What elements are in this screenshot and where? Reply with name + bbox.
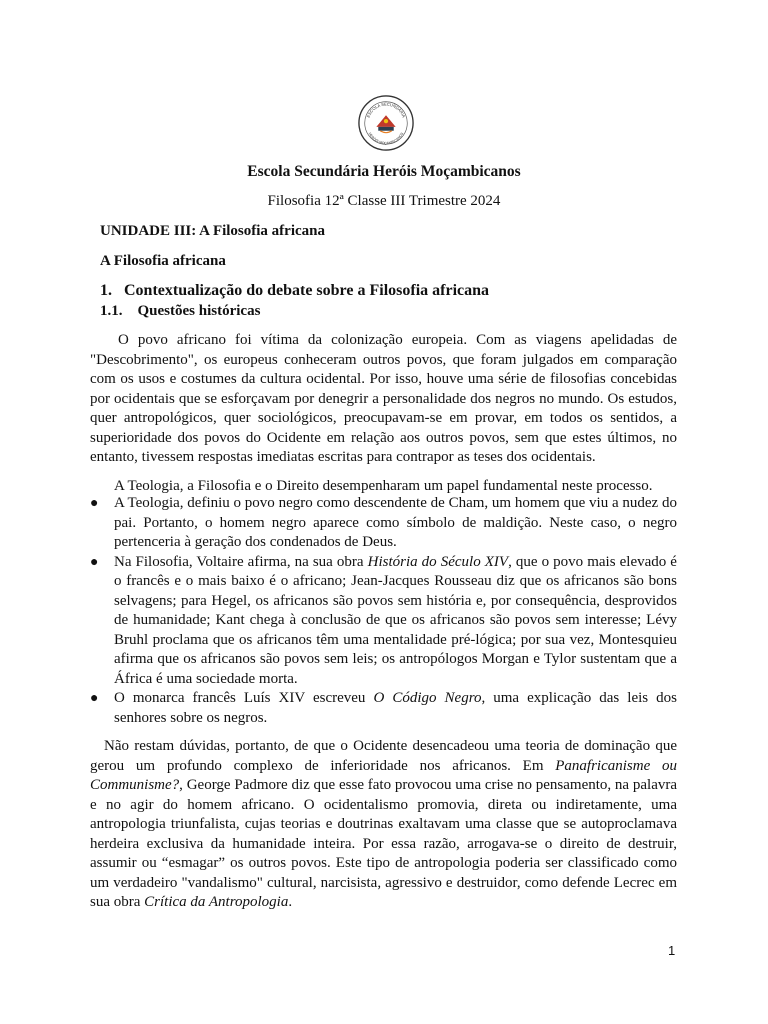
paragraph-conclusion: Não restam dúvidas, portanto, de que o Ocidente desencadeou uma teoria de dominação que gerou um profundo complexo de inferioridade nos africanos. Em Panafricanisme ou Communisme?, George Padmore diz que esse fato provocou uma crise no pensamento, na palavra e no agir do homem africano. O ocidentalismo promovia, direta ou indiretamente, uma antropologia triunfalista, cujas teorias e doutrinas exaltavam uma classe que se autoproclamava herdeira exclusiva da humanidade inteira. Por essa razão, arrogava-se o direito de destruir, assumir ou “esmagar” os outros povos. Este tipo de antropologia poderia ser classificado como um verdadeiro "vandalismo" cultural, narcisista, agressivo e destruidor, como defende Lecrec em sua obra Crítica da Antropologia. — [90, 738, 677, 910]
list-item — [90, 553, 677, 690]
bullet-text-philosophy: Na Filosofia, Voltaire afirma, na sua obra História do Século XIV, que o povo mais elevado é o francês e o mais baixo é o africano; Jean-Jacques Rousseau diz que os africanos são bons selvagens; para Hegel, os africanos são povos sem história e, por consequência, desprovidos de humanidade; Kant chega à conclusão de que os africanos são povos sem interesse; Lévy Bruhl proclama que os africanos têm uma mentalidade pré-lógica; por sua vez, Montesquieu afirma que os africanos são povos sem leis; os antropólogos Morgan e Tylor sustentam que a África é uma sociedade morta. — [114, 553, 677, 687]
bullet-icon: ● — [90, 496, 99, 511]
page-number: 1 — [668, 943, 676, 958]
logo-text-bottom: HERÓIS MOÇAMBICANOS — [367, 131, 405, 146]
logo-text-top: ESCOLA SECUNDÁRIA — [365, 101, 407, 119]
unit-heading: UNIDADE III: A Filosofia africana — [100, 223, 326, 239]
bullet-icon: ● — [90, 554, 99, 570]
subsection-heading: 1.1. Questões históricas — [100, 303, 261, 319]
school-name: Escola Secundária Heróis Moçambicanos — [247, 163, 521, 180]
section-heading: 1. Contextualização do debate sobre a Filosofia africana — [100, 282, 490, 299]
list-item — [90, 689, 677, 728]
book-title: Crítica da Antropologia — [144, 894, 289, 910]
paragraph-institutions: A Teologia, a Filosofia e o Direito desempenharam um papel fundamental neste processo. — [114, 478, 653, 494]
list-item — [90, 494, 677, 553]
paragraph-intro: O povo africano foi vítima da colonização europeia. Com as viagens apelidadas de "Descobrimento", os europeus conheceram outros povos, que foram julgados em comparação com os usos e costumes da cultura ocidental. Por isso, houve uma série de filosofias concebidas por ocidentais que se esforçavam por denegrir a personalidade dos negros no mundo. Os estudos, quer antropológicos, quer sociológicos, preocupavam-se em provar, em todos os sentidos, a superioridade dos povos do Ocidente em relação aos outros povos, sem que estes últimos, no entanto, tivessem respostas imediatas escritas para contrapor as teses dos ocidentais. — [90, 332, 677, 465]
bullet-text-theology: A Teologia, definiu o povo negro como descendente de Cham, um homem que viu a nudez do pai. Portanto, o homem negro aparece como símbolo de maldição. Neste caso, o negro pertenceria à geração dos condenados de Deus. — [114, 495, 677, 550]
document-subtitle: Filosofia 12ª Classe III Trimestre 2024 — [267, 193, 501, 209]
bullet-text-law: O monarca francês Luís XIV escreveu O Código Negro, uma explicação das leis dos senhores sobre os negros. — [114, 690, 677, 726]
bullet-icon: ● — [90, 691, 99, 706]
bullet-list — [90, 494, 677, 728]
topic-heading: A Filosofia africana — [100, 253, 226, 269]
school-logo — [357, 94, 415, 152]
book-title: Panafricanisme ou Communisme? — [90, 757, 677, 793]
book-title: O Código Negro — [373, 690, 482, 706]
book-title: História do Século XIV — [367, 553, 509, 570]
